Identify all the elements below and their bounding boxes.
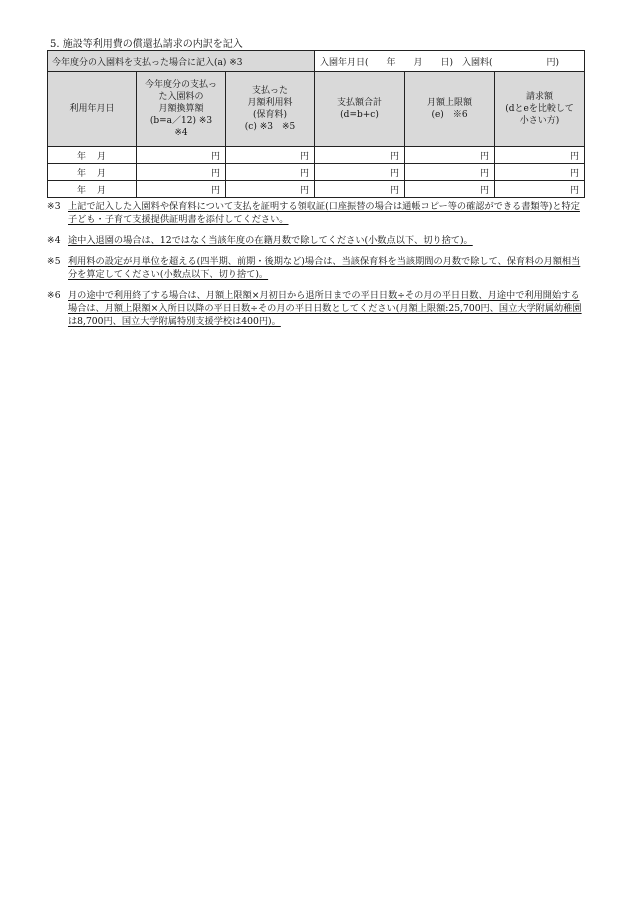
usage-month-field[interactable]: 年 月 [48,164,137,181]
note-mark: ※6 [47,290,61,301]
amount-b-field[interactable]: 円 [137,181,226,198]
note-4 [47,234,587,247]
amount-d-field[interactable]: 円 [315,147,405,164]
table-row [48,164,585,181]
amount-b-field[interactable]: 円 [137,147,226,164]
reimbursement-breakdown-table [47,50,585,198]
note-6 [47,289,587,328]
header-monthly-admission-fee: 今年度分の支払っ た入園料の 月額換算額 (b=a／12) ※3 ※4 [144,80,217,138]
header-usage-date: 利用年月日 [69,104,115,114]
note-text: 上記で記入した入園料や保育料について支払を証明する領収証(口座振替の場合は通帳コピー等の確認ができる書類等)と特定子ども・子育て支援提供証明書を添付してください。 [68,201,580,225]
usage-month-field[interactable]: 年 月 [48,147,137,164]
notes-section [47,200,587,336]
amount-e-field[interactable]: 円 [405,164,495,181]
claim-amount-field[interactable]: 円 [495,147,585,164]
amount-d-field[interactable]: 円 [315,181,405,198]
note-text: 途中入退園の場合は、12ではなく当該年度の在籍月数で除してください(小数点以下、切り捨て)。 [68,235,473,246]
amount-c-field[interactable]: 円 [226,181,315,198]
header-claim-amount: 請求額 (dとeを比較して 小さい方) [505,92,574,126]
amount-e-field[interactable]: 円 [405,147,495,164]
header-monthly-cap: 月額上限額 (e) ※6 [427,98,473,120]
note-mark: ※3 [47,201,61,212]
amount-e-field[interactable]: 円 [405,181,495,198]
table-row [48,181,585,198]
header-monthly-usage-fee: 支払った 月額利用料 (保育料) (c) ※3 ※5 [244,86,296,132]
admission-fee-label: 今年度分の入園料を支払った場合に記入(a) ※3 [48,51,315,72]
note-mark: ※4 [47,235,61,246]
table-row [48,147,585,164]
note-3 [47,200,587,226]
note-mark: ※5 [47,256,61,267]
header-total-paid: 支払額合計 (d=b+c) [337,98,383,120]
admission-fee-row [48,51,585,72]
amount-c-field[interactable]: 円 [226,147,315,164]
claim-amount-field[interactable]: 円 [495,164,585,181]
table-header-row [48,72,585,147]
section-title: 5. 施設等利用費の償還払請求の内訳を記入 [50,39,243,50]
amount-b-field[interactable]: 円 [137,164,226,181]
claim-amount-field[interactable]: 円 [495,181,585,198]
usage-month-field[interactable]: 年 月 [48,181,137,198]
note-5 [47,255,587,281]
admission-date-fee-field[interactable]: 入園年月日( 年 月 日) 入園料( 円) [315,51,585,72]
amount-d-field[interactable]: 円 [315,164,405,181]
note-text: 月の途中で利用終了する場合は、月額上限額×月初日から退所日までの平日日数÷その月の平日日数、月途中で利用開始する場合は、月額上限額×入所日以降の平日日数÷その月の平日日数としてください(月額上限額:25,700円、国立大学附属幼稚園は8,700円、国立大学附属特別支援学校は400円)。 [68,290,582,327]
amount-c-field[interactable]: 円 [226,164,315,181]
note-text: 利用料の設定が月単位を超える(四半期、前期・後期など)場合は、当該保育料を当該期間の月数で除して、保育料の月額相当分を算定してください(小数点以下、切り捨て)。 [68,256,581,280]
